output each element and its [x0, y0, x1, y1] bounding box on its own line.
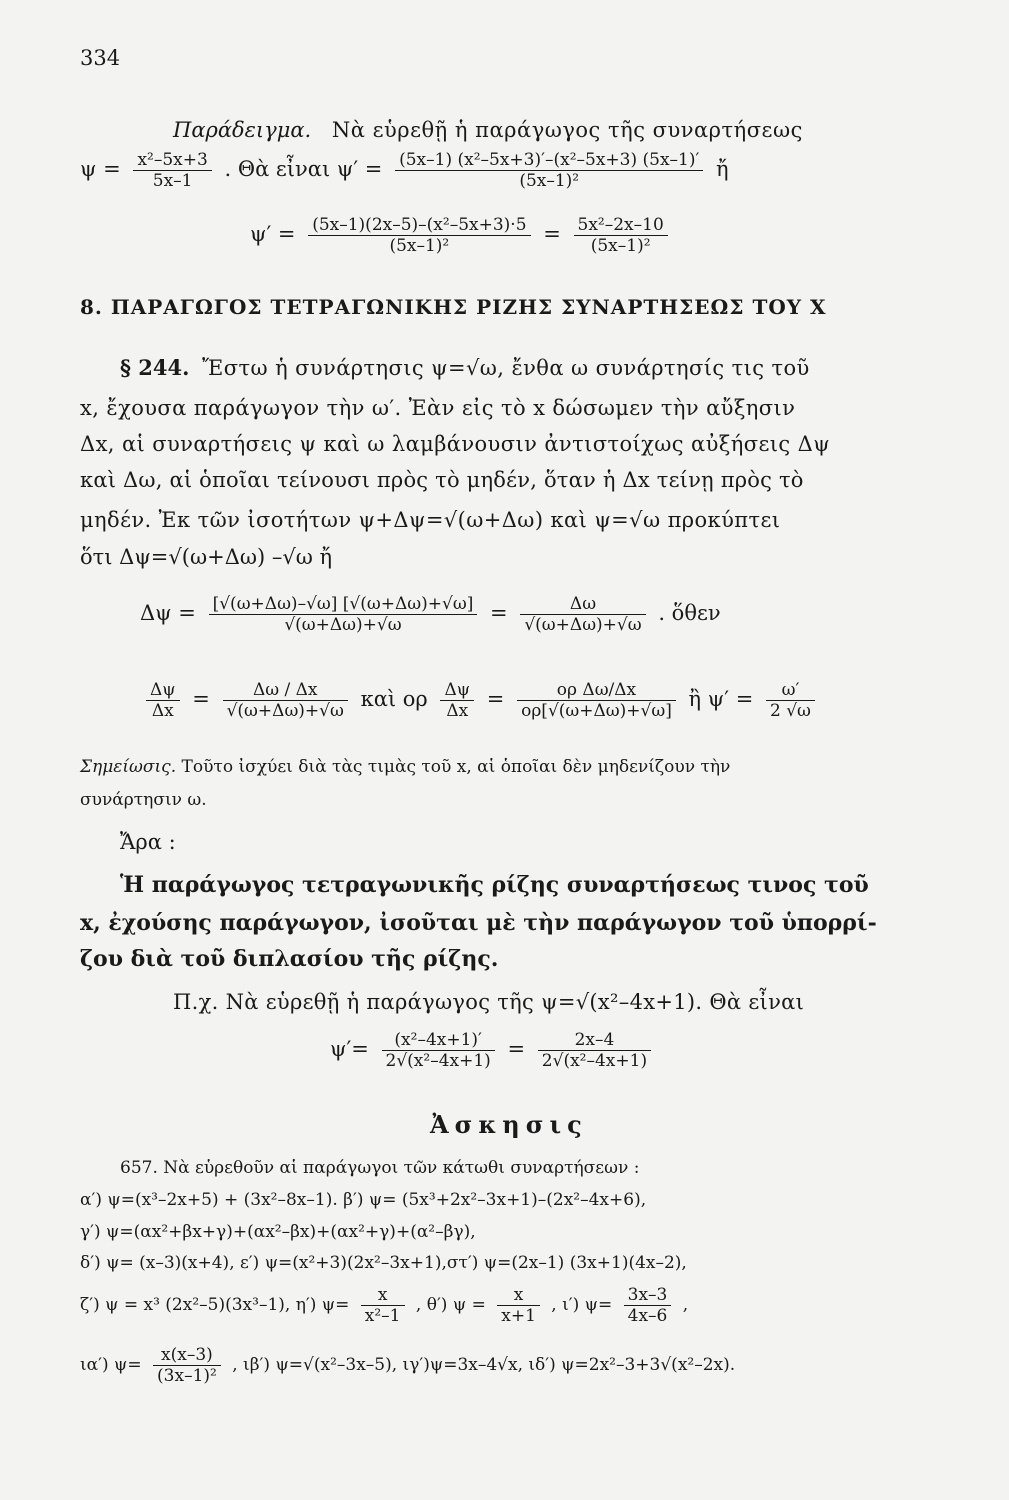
fraction-f3 — [308, 215, 530, 256]
fraction-ia — [153, 1345, 221, 1386]
example-intro: Νὰ εὑρεθῇ ἡ παράγωγος τῆς συναρτήσεως — [331, 118, 803, 142]
fraction-eta — [361, 1285, 405, 1326]
row4-b: , θ′) ψ = — [415, 1295, 486, 1315]
iota-numerator: 3x–3 — [624, 1285, 672, 1306]
d5-numerator: Δψ — [440, 680, 474, 701]
example-eq1 — [80, 150, 729, 191]
d3-numerator: Δψ — [146, 680, 180, 701]
px2-numerator: 2x–4 — [538, 1030, 651, 1051]
equals: = — [507, 1037, 526, 1061]
exercise-row3: δ′) ψ= (x–3)(x+4), ε′) ψ=(x²+3)(2x²–3x+1),στ′) ψ=(2x–1) (3x+1)(4x–2), — [80, 1253, 687, 1273]
note-text1: Τοῦτο ἰσχύει διὰ τὰς τιμὰς τοῦ x, αἱ ὁποῖαι δὲν μηδενίζουν τὴν — [181, 757, 731, 777]
f1-numerator: x²–5x+3 — [133, 150, 211, 171]
delta-psi-eq: Δψ = — [140, 601, 196, 625]
d1-denominator: √(ω+Δω)+√ω — [284, 615, 402, 635]
p244-line1 — [120, 355, 810, 380]
exercise-intro: 657. Νὰ εὑρεθοῦν αἱ παράγωγοι τῶν κάτωθι συναρτήσεων : — [120, 1158, 640, 1178]
d7-numerator: ω′ — [766, 680, 815, 701]
row4-d: , — [682, 1295, 689, 1315]
derivation-line2 — [140, 680, 821, 721]
p244-line2: x, ἔχουσα παράγωγον τὴν ω′. Ἐὰν εἰς τὸ x δώσωμεν τὴν αὔξησιν — [80, 396, 796, 420]
fraction-px2 — [538, 1030, 651, 1071]
fraction-d5 — [440, 680, 474, 721]
psi-eq: ψ = — [80, 157, 121, 181]
rule-line1: Ἡ παράγωγος τετραγωνικῆς ρίζης συναρτήσεως τινος τοῦ — [120, 872, 869, 898]
fraction-f1 — [133, 150, 211, 191]
d6-denominator: ορ[√(ω+Δω)+√ω] — [521, 701, 672, 721]
d5-denominator: Δx — [446, 701, 469, 721]
rule-line2: x, ἐχούσης παράγωγον, ἰσοῦται μὲ τὴν παράγωγον τοῦ ὑπορρί- — [80, 910, 877, 936]
fraction-d6 — [517, 680, 676, 721]
px1-denominator: 2√(x²–4x+1) — [385, 1051, 491, 1071]
psi-prime: ψ′= — [330, 1037, 369, 1061]
section-number: § 244. — [120, 355, 190, 380]
theta-denominator: x+1 — [501, 1306, 536, 1326]
fraction-iota — [624, 1285, 672, 1326]
f4-numerator: 5x²–2x–10 — [574, 215, 668, 236]
f3-denominator: (5x–1)² — [389, 236, 450, 256]
d1-numerator: [√(ω+Δω)–√ω] [√(ω+Δω)+√ω] — [209, 594, 478, 615]
d7-denominator: 2 √ω — [770, 701, 811, 721]
f2-numerator: (5x–1) (x²–5x+3)′–(x²–5x+3) (5x–1)′ — [395, 150, 703, 171]
f3-numerator: (5x–1)(2x–5)–(x²–5x+3)·5 — [308, 215, 530, 236]
ara: Ἄρα : — [120, 830, 176, 854]
theta-numerator: x — [497, 1285, 540, 1306]
othen: . ὅθεν — [658, 601, 721, 625]
px-line2 — [330, 1030, 657, 1071]
page-number: 334 — [80, 46, 121, 70]
p244-line5: μηδέν. Ἐκ τῶν ἰσοτήτων ψ+Δψ=√(ω+Δω) καὶ ψ=√ω προκύπτει — [80, 508, 781, 532]
exercises-title: Ἀσκησις — [430, 1110, 588, 1139]
fraction-d7 — [766, 680, 815, 721]
eta-denominator: x²–1 — [364, 1306, 401, 1326]
fraction-theta — [497, 1285, 540, 1326]
fraction-f2 — [395, 150, 703, 191]
note-label: Σημείωσις. — [80, 757, 177, 777]
note-line2: συνάρτησιν ω. — [80, 790, 207, 810]
ia-numerator: x(x–3) — [153, 1345, 221, 1366]
psi-prime-eq: ψ′ = — [250, 222, 296, 246]
p244-line3: Δx, αἱ συναρτήσεις ψ καὶ ω λαμβάνουσιν ἀντιστοίχως αὐξήσεις Δψ — [80, 432, 831, 456]
p244-line4: καὶ Δω, αἱ ὁποῖαι τείνουσι πρὸς τὸ μηδέν, ὅταν ἡ Δx τείνῃ πρὸς τὸ — [80, 468, 804, 492]
fraction-f4 — [574, 215, 668, 256]
derivation-line1 — [140, 594, 721, 635]
px-line1: Π.χ. Νὰ εὑρεθῇ ἡ παράγωγος τῆς ψ=√(x²–4x+1). Θὰ εἶναι — [173, 990, 805, 1014]
p244-line6: ὅτι Δψ=√(ω+Δω) –√ω ἤ — [80, 545, 333, 569]
equals: = — [490, 601, 508, 625]
row4-c: , ι′) ψ= — [551, 1295, 613, 1315]
f1-denominator: 5x–1 — [152, 171, 193, 191]
row5-a: ια′) ψ= — [80, 1355, 142, 1375]
exercise-row5 — [80, 1345, 735, 1386]
fraction-d4 — [223, 680, 348, 721]
fraction-d1 — [209, 594, 478, 635]
d2-numerator: Δω — [520, 594, 645, 615]
kai-or: καὶ ορ — [360, 687, 428, 711]
d2-denominator: √(ω+Δω)+√ω — [524, 615, 642, 635]
px1-numerator: (x²–4x+1)′ — [382, 1030, 495, 1051]
f4-denominator: (5x–1)² — [590, 236, 651, 256]
equals: = — [486, 687, 505, 711]
fraction-d2 — [520, 594, 645, 635]
tha-einai: . Θὰ εἶναι ψ′ = — [224, 157, 383, 181]
row4-a: ζ′) ψ = x³ (2x²–5)(3x³–1), η′) ψ= — [80, 1295, 350, 1315]
section-heading: 8. ΠΑΡΑΓΩΓΟΣ ΤΕΤΡΑΓΩΝΙΚΗΣ ΡΙΖΗΣ ΣΥΝΑΡΤΗΣΕΩΣ ΤΟΥ Χ — [80, 295, 827, 319]
px2-denominator: 2√(x²–4x+1) — [541, 1051, 648, 1071]
note-line1 — [80, 757, 730, 777]
d6-numerator: ορ Δω/Δx — [517, 680, 676, 701]
d4-numerator: Δω / Δx — [223, 680, 348, 701]
eta-numerator: x — [361, 1285, 405, 1306]
or-word: ἤ — [716, 157, 729, 181]
example-eq2 — [250, 215, 674, 256]
d4-denominator: √(ω+Δω)+√ω — [226, 701, 344, 721]
rule-line3: ζου διὰ τοῦ διπλασίου τῆς ρίζης. — [80, 946, 499, 972]
equals: = — [543, 222, 561, 246]
exercise-row2: γ′) ψ=(αx²+βx+γ)+(αx²–βx)+(αx²+γ)+(α²–βγ), — [80, 1222, 476, 1242]
example-intro-line — [173, 118, 803, 142]
ia-denominator: (3x–1)² — [157, 1366, 217, 1386]
fraction-d3 — [146, 680, 180, 721]
f2-denominator: (5x–1)² — [519, 171, 580, 191]
p244-text1: Ἔστω ἡ συνάρτησις ψ=√ω, ἔνθα ω συνάρτησίς τις τοῦ — [202, 356, 810, 380]
example-label: Παράδειγμα. — [173, 118, 312, 142]
iota-denominator: 4x–6 — [627, 1306, 668, 1326]
d3-denominator: Δx — [151, 701, 174, 721]
exercise-row4 — [80, 1285, 688, 1326]
row5-b: , ιβ′) ψ=√(x²–3x–5), ιγ′)ψ=3x–4√x, ιδ′) ψ=2x²–3+3√(x²–2x). — [232, 1355, 736, 1375]
fraction-px1 — [382, 1030, 495, 1071]
exercise-row1: α′) ψ=(x³–2x+5) + (3x²–8x–1). β′) ψ= (5x³+2x²–3x+1)–(2x²–4x+6), — [80, 1190, 647, 1210]
equals: = — [192, 687, 210, 711]
or-psi-prime: ἢ ψ′ = — [688, 687, 754, 711]
